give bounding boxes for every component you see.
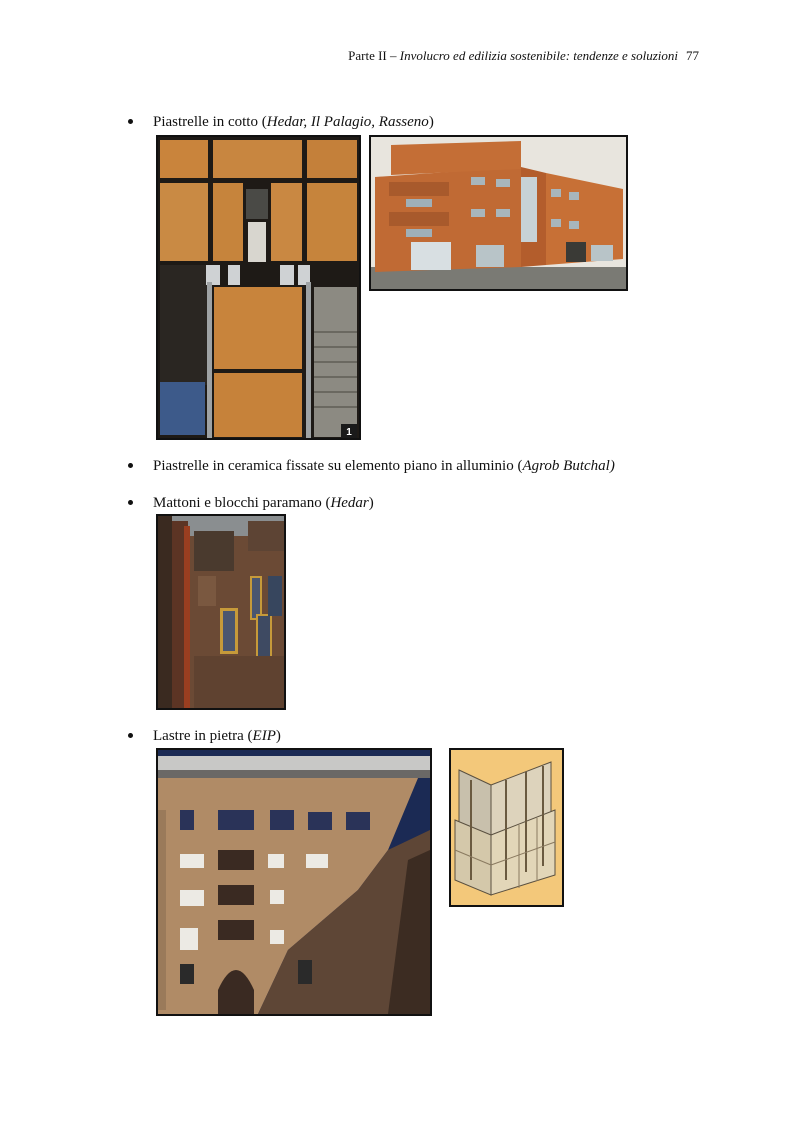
item-suffix: ) <box>428 114 434 130</box>
item-brands: Agrob Butchal) <box>522 458 615 474</box>
item-suffix: ) <box>368 495 374 511</box>
item-text: Lastre in pietra ( <box>153 728 253 744</box>
bullet-icon <box>128 500 133 505</box>
running-header <box>348 48 699 64</box>
item-text: Piastrelle in cotto ( <box>153 114 267 130</box>
item-text: Mattoni e blocchi paramano ( <box>153 495 331 511</box>
list-item-pietra <box>128 728 281 745</box>
figure-cotto-building <box>369 135 628 291</box>
page-number: 77 <box>686 48 699 63</box>
figure-stone-building <box>156 748 432 1016</box>
bullet-icon <box>128 733 133 738</box>
figure-stone-axonometric <box>449 748 564 907</box>
figure-brick-facade <box>156 514 286 710</box>
bullet-icon <box>128 119 133 124</box>
list-item-cotto <box>128 114 434 131</box>
bullet-icon <box>128 463 133 468</box>
list-item-ceramica <box>128 458 615 475</box>
list-item-mattoni <box>128 495 374 512</box>
header-part: Parte II – <box>348 48 400 63</box>
item-suffix: ) <box>275 728 281 744</box>
item-text: Piastrelle in ceramica fissate su elemento piano in alluminio ( <box>153 458 523 474</box>
figure-number-label: 1 <box>346 427 352 438</box>
item-brands: EIP <box>252 728 276 744</box>
item-brands: Hedar, Il Palagio, Rasseno <box>266 114 429 130</box>
header-title: Involucro ed edilizia sostenibile: tendenze e soluzioni <box>399 48 678 63</box>
figure-cotto-detail <box>156 135 361 440</box>
item-brands: Hedar <box>330 495 369 511</box>
